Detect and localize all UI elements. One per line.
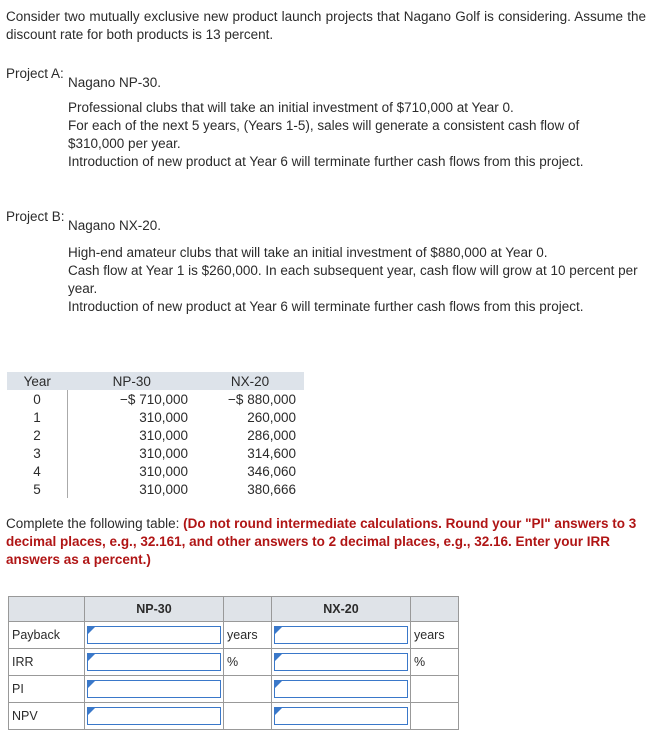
cashflow-nx20: 314,600: [247, 445, 296, 461]
project-a-description: [68, 99, 638, 171]
project-b-line: Cash flow at Year 1 is $260,000. In each subsequent year, cash flow will grow at 10 percent per year.: [68, 263, 638, 296]
cashflow-nx20: 380,666: [247, 481, 296, 497]
cashflow-year: 4: [7, 462, 68, 480]
project-a-name: Nagano NP-30.: [68, 75, 162, 90]
table-row: [9, 703, 459, 730]
answer-cell: [272, 676, 411, 703]
unit-label: [411, 676, 459, 703]
npv-np30-input[interactable]: [87, 707, 221, 725]
cashflow-year: 2: [7, 426, 68, 444]
cashflow-header-np30: NP-30: [68, 372, 197, 390]
answer-cell: [272, 649, 411, 676]
table-row: [7, 426, 304, 444]
answer-row-label-irr: IRR: [9, 649, 85, 676]
cashflow-np30: −$ 710,000: [120, 391, 188, 407]
answer-cell: [272, 622, 411, 649]
project-b-name: Nagano NX-20.: [68, 218, 162, 233]
cashflow-header-nx20: NX-20: [196, 372, 304, 390]
answer-header-nx20: NX-20: [272, 597, 411, 622]
project-b-label: Project B:: [6, 209, 65, 224]
answer-header-np30: NP-30: [85, 597, 224, 622]
table-row: [7, 390, 304, 408]
answer-header-blank: [9, 597, 85, 622]
unit-label: [411, 703, 459, 730]
answer-row-label-npv: NPV: [9, 703, 85, 730]
cashflow-table: [7, 372, 305, 498]
npv-nx20-input[interactable]: [274, 707, 408, 725]
answer-row-label-pi: PI: [9, 676, 85, 703]
answer-row-label-payback: Payback: [9, 622, 85, 649]
project-a-label: Project A:: [6, 66, 64, 81]
answer-table: [8, 596, 459, 730]
answer-cell: [85, 649, 224, 676]
unit-label: [224, 676, 272, 703]
cashflow-np30: 310,000: [139, 427, 188, 443]
table-row: [7, 444, 304, 462]
answer-cell: [272, 703, 411, 730]
cashflow-np30: 310,000: [139, 445, 188, 461]
unit-label: years: [411, 622, 459, 649]
cashflow-np30: 310,000: [139, 481, 188, 497]
cashflow-np30: 310,000: [139, 409, 188, 425]
cashflow-nx20: 260,000: [247, 409, 296, 425]
instructions: [6, 515, 651, 569]
pi-np30-input[interactable]: [87, 680, 221, 698]
payback-np30-input[interactable]: [87, 626, 221, 644]
project-a-line: Professional clubs that will take an initial investment of $710,000 at Year 0.: [68, 100, 514, 115]
instructions-emphasis: (Do not round intermediate calculations. Round your "PI" answers to 3 decimal places, e.g., 32.161, and other answers to 2 decimal places, e.g., 32.16. Enter your IRR answers as a percent.): [6, 516, 637, 567]
table-row: [9, 649, 459, 676]
project-b-line: Introduction of new product at Year 6 will terminate further cash flows from this project.: [68, 299, 584, 314]
table-row: [7, 480, 304, 498]
project-a-line: For each of the next 5 years, (Years 1-5), sales will generate a consistent cash flow of $310,000 per year.: [68, 118, 580, 151]
unit-label: %: [411, 649, 459, 676]
cashflow-year: 1: [7, 408, 68, 426]
table-row: [7, 462, 304, 480]
cashflow-year: 5: [7, 480, 68, 498]
answer-header-unit: [411, 597, 459, 622]
pi-nx20-input[interactable]: [274, 680, 408, 698]
cashflow-np30: 310,000: [139, 463, 188, 479]
project-b-description: [68, 244, 638, 316]
project-b-line: High-end amateur clubs that will take an initial investment of $880,000 at Year 0.: [68, 245, 548, 260]
answer-cell: [85, 676, 224, 703]
table-row: [7, 408, 304, 426]
cashflow-year: 3: [7, 444, 68, 462]
project-a-line: Introduction of new product at Year 6 will terminate further cash flows from this project.: [68, 154, 584, 169]
table-row: [9, 622, 459, 649]
cashflow-nx20: 286,000: [247, 427, 296, 443]
table-row: [9, 676, 459, 703]
answer-cell: [85, 703, 224, 730]
payback-nx20-input[interactable]: [274, 626, 408, 644]
unit-label: [224, 703, 272, 730]
answer-header-unit: [224, 597, 272, 622]
unit-label: %: [224, 649, 272, 676]
irr-np30-input[interactable]: [87, 653, 221, 671]
answer-cell: [85, 622, 224, 649]
cashflow-nx20: 346,060: [247, 463, 296, 479]
irr-nx20-input[interactable]: [274, 653, 408, 671]
cashflow-nx20: −$ 880,000: [228, 391, 296, 407]
instructions-prefix: Complete the following table:: [6, 516, 184, 531]
unit-label: years: [224, 622, 272, 649]
problem-intro: Consider two mutually exclusive new product launch projects that Nagano Golf is considering. Assume the discount rate for both products is 13 percent.: [6, 9, 646, 42]
cashflow-year: 0: [7, 390, 68, 408]
cashflow-header-year: Year: [7, 372, 68, 390]
